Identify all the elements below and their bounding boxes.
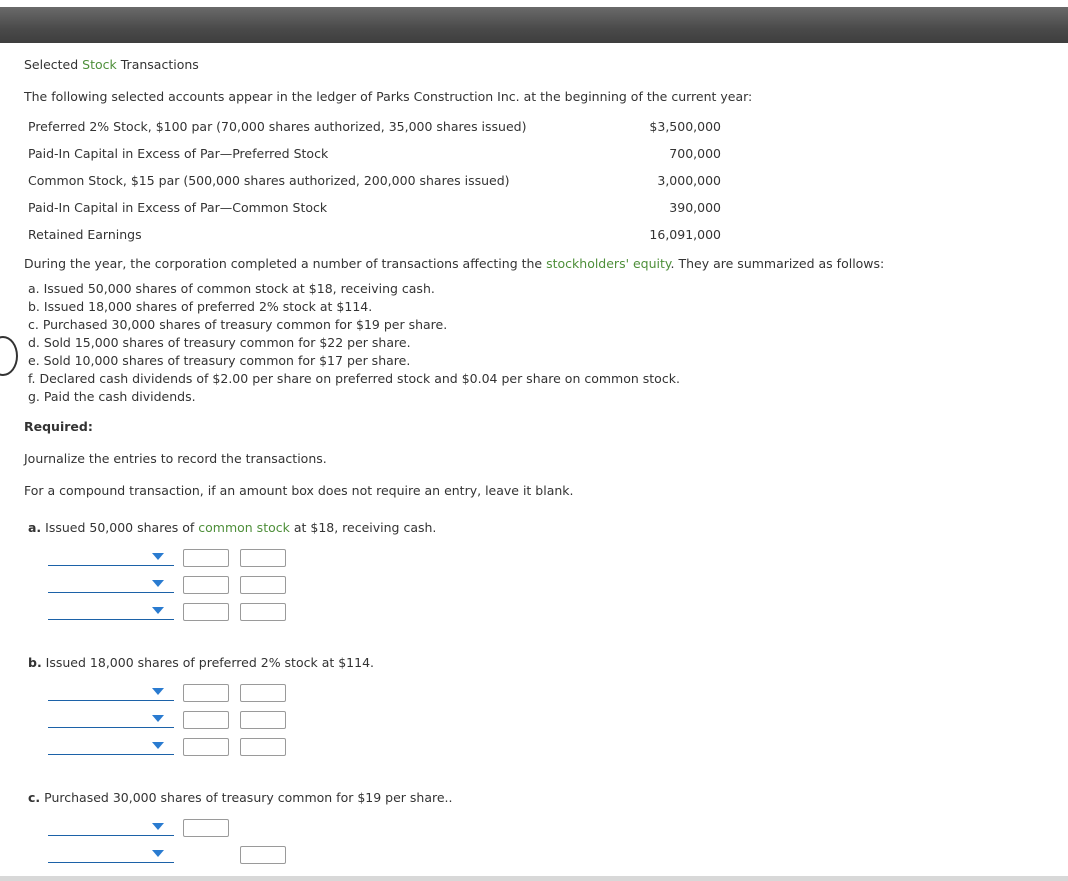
account-dropdown[interactable]	[48, 862, 174, 863]
credit-input[interactable]	[240, 684, 286, 702]
list-item: f. Declared cash dividends of $2.00 per share on preferred stock and $0.04 per share on common stock.	[28, 371, 680, 386]
top-toolbar	[0, 7, 1068, 43]
list-item: a. Issued 50,000 shares of common stock at $18, receiving cash.	[28, 281, 435, 296]
intro-text: The following selected accounts appear in the ledger of Parks Construction Inc. at the beginning of the current year:	[24, 89, 753, 104]
account-amount: 700,000	[669, 146, 721, 161]
debit-input[interactable]	[183, 738, 229, 756]
account-amount: 390,000	[669, 200, 721, 215]
credit-input[interactable]	[240, 738, 286, 756]
debit-input[interactable]	[183, 576, 229, 594]
instruction-text: For a compound transaction, if an amount box does not require an entry, leave it blank.	[24, 483, 574, 498]
instruction-text: Journalize the entries to record the transactions.	[24, 451, 327, 466]
credit-input[interactable]	[240, 711, 286, 729]
credit-input[interactable]	[240, 576, 286, 594]
side-handle-icon[interactable]	[0, 336, 18, 376]
list-item: e. Sold 10,000 shares of treasury common for $17 per share.	[28, 353, 411, 368]
part-a-heading: a. Issued 50,000 shares of common stock at $18, receiving cash.	[28, 520, 437, 535]
account-amount: 3,000,000	[657, 173, 721, 188]
common-stock-link[interactable]: common stock	[198, 520, 290, 535]
account-dropdown[interactable]	[48, 619, 174, 620]
list-item: b. Issued 18,000 shares of preferred 2% stock at $114.	[28, 299, 373, 314]
account-name: Paid-In Capital in Excess of Par—Common Stock	[28, 200, 328, 215]
caret-down-icon[interactable]	[152, 823, 164, 830]
list-item: d. Sold 15,000 shares of treasury common for $22 per share.	[28, 335, 411, 350]
caret-down-icon[interactable]	[152, 688, 164, 695]
debit-input[interactable]	[183, 819, 229, 837]
stockholders-equity-link[interactable]: stockholders' equity	[546, 256, 671, 271]
credit-input[interactable]	[240, 846, 286, 864]
account-name: Common Stock, $15 par (500,000 shares authorized, 200,000 shares issued)	[28, 173, 510, 188]
debit-input[interactable]	[183, 549, 229, 567]
bottom-border	[0, 876, 1068, 881]
caret-down-icon[interactable]	[152, 553, 164, 560]
caret-down-icon[interactable]	[152, 607, 164, 614]
part-c-heading: c. Purchased 30,000 shares of treasury common for $19 per share..	[28, 790, 453, 805]
account-dropdown[interactable]	[48, 592, 174, 593]
account-dropdown[interactable]	[48, 835, 174, 836]
caret-down-icon[interactable]	[152, 715, 164, 722]
caret-down-icon[interactable]	[152, 742, 164, 749]
account-amount: $3,500,000	[649, 119, 721, 134]
list-item: g. Paid the cash dividends.	[28, 389, 196, 404]
stock-link[interactable]: Stock	[82, 57, 117, 72]
account-dropdown[interactable]	[48, 727, 174, 728]
debit-input[interactable]	[183, 603, 229, 621]
page-title: Selected Stock Transactions	[24, 57, 199, 72]
account-dropdown[interactable]	[48, 565, 174, 566]
credit-input[interactable]	[240, 549, 286, 567]
part-b-heading: b. Issued 18,000 shares of preferred 2% stock at $114.	[28, 655, 375, 670]
account-amount: 16,091,000	[649, 227, 721, 242]
account-dropdown[interactable]	[48, 700, 174, 701]
account-name: Preferred 2% Stock, $100 par (70,000 shares authorized, 35,000 shares issued)	[28, 119, 527, 134]
account-name: Paid-In Capital in Excess of Par—Preferred Stock	[28, 146, 329, 161]
account-dropdown[interactable]	[48, 754, 174, 755]
credit-input[interactable]	[240, 603, 286, 621]
required-heading: Required:	[24, 419, 93, 434]
debit-input[interactable]	[183, 711, 229, 729]
account-name: Retained Earnings	[28, 227, 142, 242]
list-item: c. Purchased 30,000 shares of treasury common for $19 per share.	[28, 317, 448, 332]
caret-down-icon[interactable]	[152, 580, 164, 587]
during-text: During the year, the corporation completed a number of transactions affecting the stockholders' equity. They are summarized as follows:	[24, 256, 885, 271]
caret-down-icon[interactable]	[152, 850, 164, 857]
debit-input[interactable]	[183, 684, 229, 702]
